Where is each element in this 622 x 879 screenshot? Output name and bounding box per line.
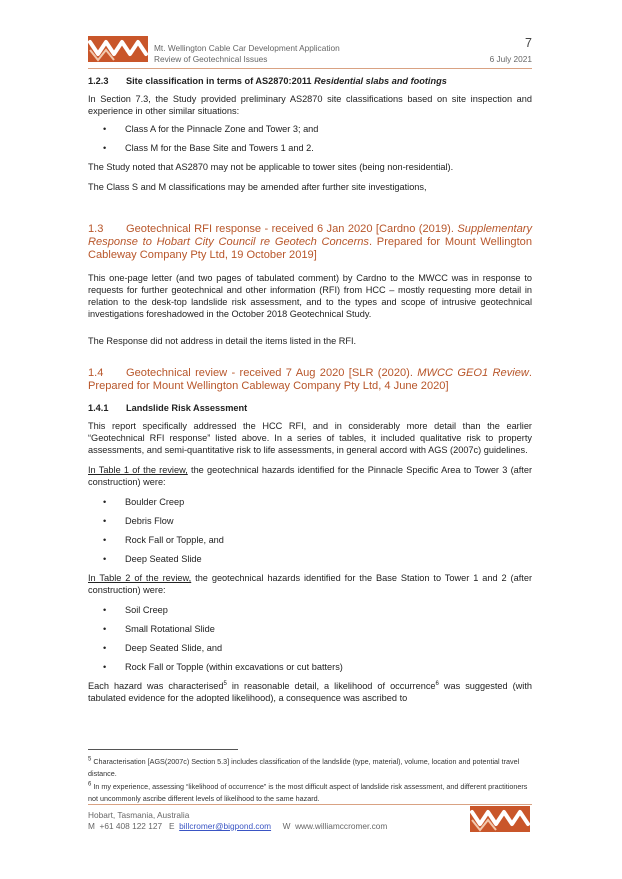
heading-1-4 <box>88 367 532 393</box>
heading-text-end: . Prepared for Mount Wellington Cableway Company Pty Ltd, 19 October 2019] <box>88 236 532 262</box>
website-text: www.williamccromer.com <box>295 821 388 831</box>
bullet-icon: • <box>103 516 107 527</box>
mobile-label: M <box>88 821 95 831</box>
header-right <box>490 36 532 65</box>
mobile-number: +61 408 122 127 <box>99 821 163 831</box>
list-item-text: Boulder Creep <box>125 497 185 508</box>
footnote-6 <box>88 781 532 804</box>
list-item-text: Deep Seated Slide <box>125 554 202 565</box>
list-item <box>88 534 532 546</box>
footnote-ref-5: 5 <box>223 680 227 687</box>
footnote-mark: 5 <box>88 756 92 763</box>
list-item-text: Class M for the Base Site and Towers 1 and 2. <box>125 143 314 153</box>
table-1-reference: In Table 1 of the review, <box>88 465 188 476</box>
paragraph-text: in reasonable detail, a likelihood of occurrence <box>226 681 436 692</box>
paragraph <box>88 464 532 488</box>
paragraph-text: the geotechnical hazards identified for the Base Station to Tower 1 and 2 (after construction) were: <box>88 573 533 596</box>
list-item <box>88 623 532 635</box>
bullet-icon: • <box>103 605 107 616</box>
footnote-text: Characterisation [AGS(2007c) Section 5.3] includes classification of the landslide (type, material), volume, location and potential travel distance. <box>88 757 520 778</box>
heading-1-3 <box>88 223 532 263</box>
footer-divider <box>88 804 532 805</box>
footnote-ref-6: 6 <box>435 680 439 687</box>
list-item <box>88 604 532 616</box>
footnotes <box>88 756 532 806</box>
bullet-icon: • <box>103 497 107 508</box>
heading-number: 1.4.1 <box>88 403 109 414</box>
list-item <box>88 642 532 654</box>
bullet-list-table-1 <box>88 496 532 565</box>
paragraph-text: Each hazard was characterised <box>88 681 224 692</box>
header-title <box>154 43 340 64</box>
bullet-icon: • <box>103 643 107 654</box>
paragraph-text: was suggested (with tabulated evidence for the adopted likelihood), a consequence was ascribed to <box>88 681 533 704</box>
heading-text: Geotechnical RFI response - received 6 Jan 2020 [Cardno (2019). <box>126 223 458 235</box>
list-item-text: Soil Creep <box>125 605 168 616</box>
heading-text-end: . Prepared for Mount Wellington Cableway Company Pty Ltd, 4 June 2020] <box>88 366 532 392</box>
list-item-text: Debris Flow <box>125 516 174 527</box>
paragraph: The Study noted that AS2870 may not be applicable to tower sites (being non-residential). <box>88 162 454 172</box>
list-item <box>88 553 532 565</box>
paragraph <box>88 572 532 596</box>
company-logo-icon <box>88 36 148 62</box>
header-date: 6 July 2021 <box>489 54 532 64</box>
document-body <box>88 75 532 710</box>
email-label: E <box>169 821 175 831</box>
footnote-5 <box>88 756 532 779</box>
list-item <box>88 123 532 135</box>
heading-italic: MWCC GEO1 Review <box>417 366 529 379</box>
bullet-list-table-2 <box>88 604 532 673</box>
list-item-text: Rock Fall or Topple (within excavations or cut batters) <box>125 662 343 673</box>
list-item <box>88 515 532 527</box>
heading-italic: Residential slabs and footings <box>314 76 447 86</box>
list-item-text: Deep Seated Slide, and <box>125 643 223 654</box>
heading-text: Site classification in terms of AS2870:2011 <box>126 76 315 86</box>
heading-1-4-1 <box>88 402 532 414</box>
heading-1-2-3 <box>88 75 532 87</box>
header-line-1: Mt. Wellington Cable Car Development Application <box>154 43 340 53</box>
bullet-icon: • <box>103 535 107 546</box>
heading-number: 1.3 <box>88 223 104 235</box>
bullet-icon: • <box>103 554 107 565</box>
footnote-mark: 6 <box>88 781 92 788</box>
paragraph: This report specifically addressed the HCC RFI, and in considerably more detail than the earlier “Geotechnical RFI response” listed above. In a series of tables, it included qualitative risk to property assessments, and semi-quantitative risk to life assessments, in general accord with AGS (2007c) guidelines. <box>88 421 532 456</box>
bullet-icon: • <box>103 624 107 635</box>
list-item <box>88 496 532 508</box>
page-header <box>88 36 532 68</box>
heading-text: Geotechnical review - received 7 Aug 2020 [SLR (2020). <box>126 366 418 379</box>
bullet-icon: • <box>103 662 107 673</box>
header-line-2: Review of Geotechnical Issues <box>154 53 268 64</box>
email-link[interactable]: billcromer@bigpond.com <box>179 821 272 831</box>
heading-text: Landslide Risk Assessment <box>126 403 248 414</box>
list-item <box>88 661 532 673</box>
bullet-list <box>88 123 532 154</box>
list-item-text: Rock Fall or Topple, and <box>125 535 224 546</box>
paragraph: This one-page letter (and two pages of tabulated comment) by Cardno to the MWCC was in response to requests for further geotechnical and other information (RFI) from HCC – mostly requesting more detail in relation to the desk-top landslide risk assessment, and to the types and scope of intrusive geotechnical investigations foreshadowed in the October 2018 Geotechnical Study. <box>88 272 532 319</box>
list-item-text: Class A for the Pinnacle Zone and Tower 3; and <box>125 124 319 134</box>
bullet-icon: • <box>103 124 107 134</box>
footer-contacts <box>88 821 387 832</box>
paragraph: The Class S and M classifications may be amended after further site investigations, <box>88 182 427 192</box>
footnote-divider <box>88 749 238 750</box>
page-footer <box>88 810 387 832</box>
paragraph: In Section 7.3, the Study provided preliminary AS2870 site classifications based on site inspection and experience in other similar situations: <box>88 94 532 116</box>
page-number: 7 <box>525 36 532 50</box>
heading-number: 1.4 <box>88 366 104 379</box>
header-divider <box>88 68 532 69</box>
list-item <box>88 142 532 154</box>
bullet-icon: • <box>103 143 107 153</box>
heading-italic: Supplementary Response to Hobart City Council re Geotech Concerns <box>88 223 532 249</box>
footer-logo-icon <box>470 806 530 832</box>
paragraph <box>88 680 532 704</box>
list-item-text: Small Rotational Slide <box>125 624 215 635</box>
table-2-reference: In Table 2 of the review, <box>88 573 192 584</box>
footnote-text: In my experience, assessing “likelihood of occurrence” is the most difficult aspect of landslide risk assessment, and different practitioners not uncommonly ascribe different levels of likelihood to the same hazard. <box>88 782 528 803</box>
paragraph-text: the geotechnical hazards identified for the Pinnacle Specific Area to Tower 3 (after construction) were: <box>88 465 533 488</box>
website-label: W <box>282 821 291 831</box>
heading-number: 1.2.3 <box>88 76 109 86</box>
footer-location: Hobart, Tasmania, Australia <box>88 810 190 820</box>
paragraph: The Response did not address in detail the items listed in the RFI. <box>88 335 357 346</box>
